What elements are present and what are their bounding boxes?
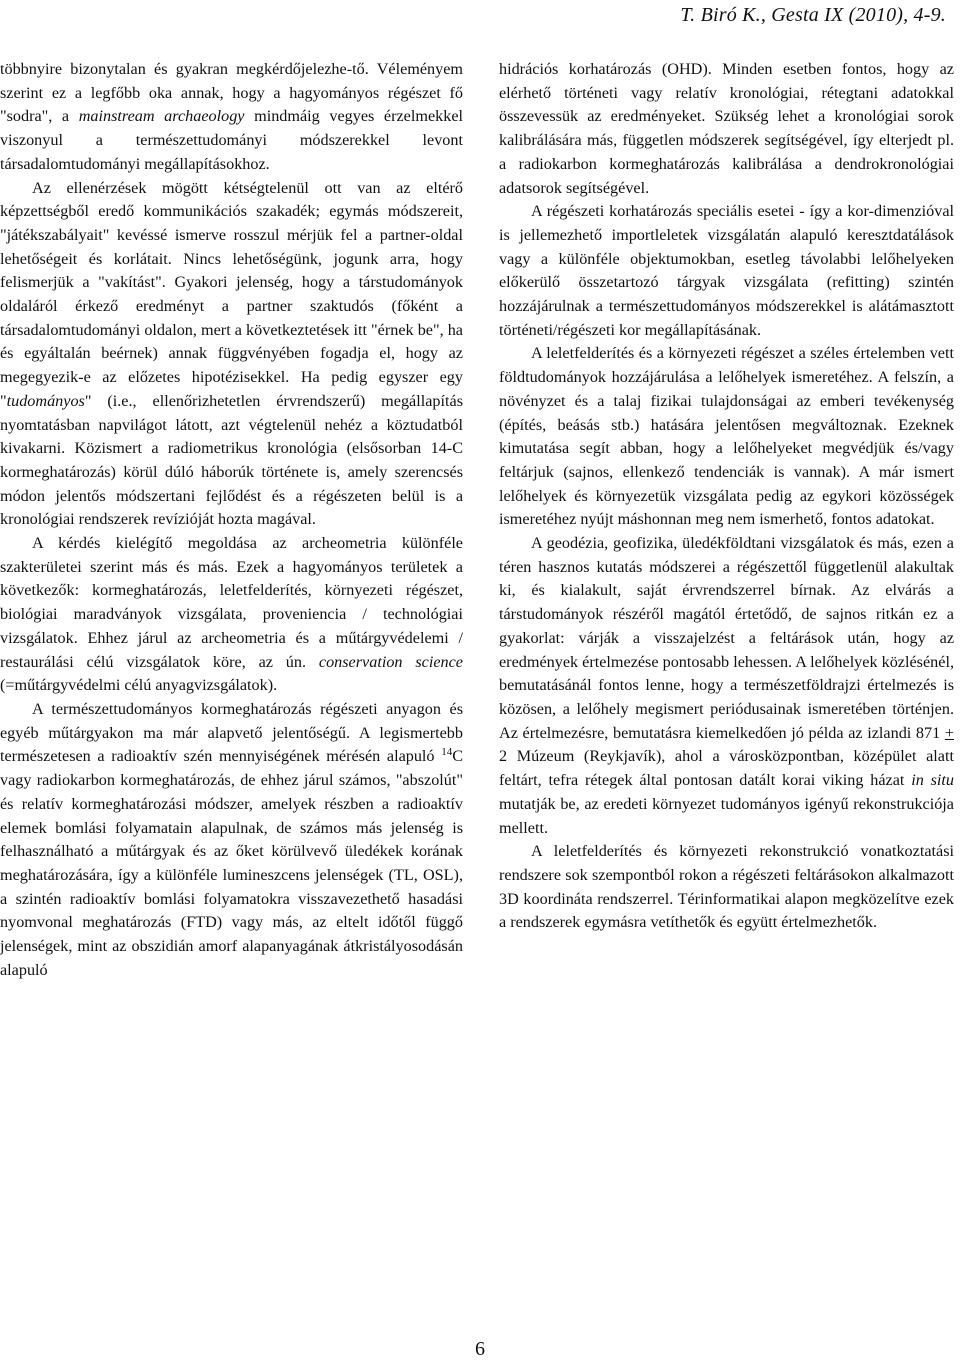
paragraph: Az ellenérzések mögött kétségtelenül ott van az eltérő képzettségből eredő kommunikációs szakadék; egymás módszereit, "játékszabályait" kevéssé ismerve rosszul mérjük fel a partner-oldal lehetőségeit és korlátait. Nincs lehetőségünk, jogunk arra, hogy felismerjük a "vakítást". Gyakori jelenség, hogy a társtudományok oldaláról érkező eredményt a partner szaktudós (főként a társadalomtudományi oldalon, mert a következtetések itt "érnek be", ha és egyáltalán beérnek) annak függvényében fogadja el, hogy az megegyezik-e az előzetes hipotézisekkel. Ha pedig egyszer egy "tudományos" (i.e., ellenőrizhetetlen érvrendszerű) megállapítás nyomtatásban napvilágot látott, azt végtelenül nehéz a köztudatból kivakarni. Közismert a radiometrikus kronológia (elsősorban 14-C kormeghatározás) körül dúló háborúk története is, amely szerencsés módon jelentős módszertani fejlődést és a régészeten belül is a kronológiai rendszerek revízióját hozta magával. [0, 178, 463, 529]
paragraph: A leletfelderítés és a környezeti régészet a széles értelemben vett földtudományok hozzájárulása a lelőhelyek ismeretéhez. A felszín, a növényzet és a talaj fizikai tulajdonságai az emberi tevékenység (építés, beásás stb.) hatására jelentősen megváltoznak. Ezeknek kimutatása segít abban, hogy a lelőhelyeket megvédjük és/vagy feltárjuk (sajnos, ellenkező tendenciák is vannak). A már ismert lelőhelyek és környezetük vizsgálata pedig az egykori közösségek ismeretéhez nyújt máshonnan meg nem ismerhető, fontos adatokat. [499, 344, 954, 529]
paragraph: A régészeti korhatározás speciális esetei - így a kor-dimenzióval is jellemezhető importleletek vizsgálatán alapuló keresztdatálások vagy a különféle objektumokban, esetleg távolabbi lelőhelyeken előkerülő összetartozó tárgyak vizsgálata (refitting) szintén hozzájárulnak a természettudományos módszerekkel is alátámasztott történeti/régészeti kor megállapításának. [499, 202, 954, 339]
right-column [499, 58, 954, 935]
paragraph: A kérdés kielégítő megoldása az archeometria különféle szakterületei szerint más és más. Ezek a hagyományos területek a következők: kormeghatározás, leletfelderítés, környezeti régészet, biológiai maradványok vizsgálata, proveniencia / technológiai vizsgálatok. Ehhez járul az archeometria és a műtárgyvédelemi / restaurálási célú vizsgálatok köre, az ún. conservation science (=műtárgyvédelmi célú anyagvizsgálatok). [0, 534, 463, 695]
paragraph: A természettudományos kormeghatározás régészeti anyagon és egyéb műtárgyakon ma már alapvető jelentőségű. A legismertebb természetesen a radioaktív szén mennyiségének mérésén alapuló $^{14}$C vagy radiokarbon kormeghatározás, de ehhez járul számos, "abszolút" és relatív kormeghatározási módszer, amelyek részben a radioaktív elemek bomlási folyamatain alapulnak, de számos más jelenség is felhasználható a műtárgyak és az őket körülvevő üledékek korának meghatározására, így a különféle lumineszcens jelenségek (TL, OSL), a szintén radioaktív bomlási folyamatokra visszavezethető hasadási nyomvonal meghatározás (FTD) vagy más, az eltelt időtől függő jelenségek, mint az obszidián amorf alapanyagának átkristályosodásán alapuló [0, 699, 463, 979]
left-column [0, 58, 463, 982]
page-number: 6 [475, 1338, 485, 1360]
paragraph: hidrációs korhatározás (OHD). Minden esetben fontos, hogy az elérhető történeti vagy relatív kronológiai, rétegtani adatokkal összevessük az eredményeket. Szükség lehet a kronológiai sorok kalibrálására más, független módszerek segítségével, így elterjedt pl. a radiokarbon kormeghatározás kalibrálása a dendrokronológiai adatsorok segítségével. [499, 60, 954, 197]
paragraph: A leletfelderítés és környezeti rekonstrukció vonatkoztatási rendszere sok szempontból rokon a régészeti feltárásokon alkalmazott 3D koordináta rendszerrel. Térinformatikai alapon megközelítve ezek a rendszerek egymásra vetíthetők és együtt értelmezhetők. [499, 842, 954, 932]
paragraph: többnyire bizonytalan és gyakran megkérdőjelezhe-tő. Véleményem szerint ez a legfőbb oka annak, hogy a hagyományos régészet fő "sodra", a mainstream archaeology mindmáig vegyes érzelmekkel viszonyul a természettudományi módszerekkel levont társadalomtudományi megállapításokhoz. [0, 60, 464, 173]
running-head: T. Biró K., Gesta IX (2010), 4-9. [680, 4, 946, 26]
paragraph: A geodézia, geofizika, üledékföldtani vizsgálatok és más, ezen a téren hasznos kutatás módszerei a régészettől függetlenül alakultak ki, és kialakult, saját érvrendszerrel bírnak. Az elvárás a társtudományok részéről magától értetődő, de sajnos ritkán ez a gyakorlat: várják a visszajelzést a feltárások után, hogy az eredmények értelmezése pontosabb lehessen. A lelőhelyek közlésénél, bemutatásánál fontos lenne, hogy a természetföldrajzi értelmezés is közösen, a lelőhely megismert periódusainak ismeretében történjen. Az értelmezésre, bemutatásra kiemelkedően jó példa az izlandi 871 + 2 Múzeum (Reykjavík), ahol a városközpontban, középület alatt feltárt, tefra rétegek által pontosan datált korai viking házat in situ mutatják be, az eredeti környezet tudományos igényű rekonstrukciója mellett. [499, 534, 954, 837]
